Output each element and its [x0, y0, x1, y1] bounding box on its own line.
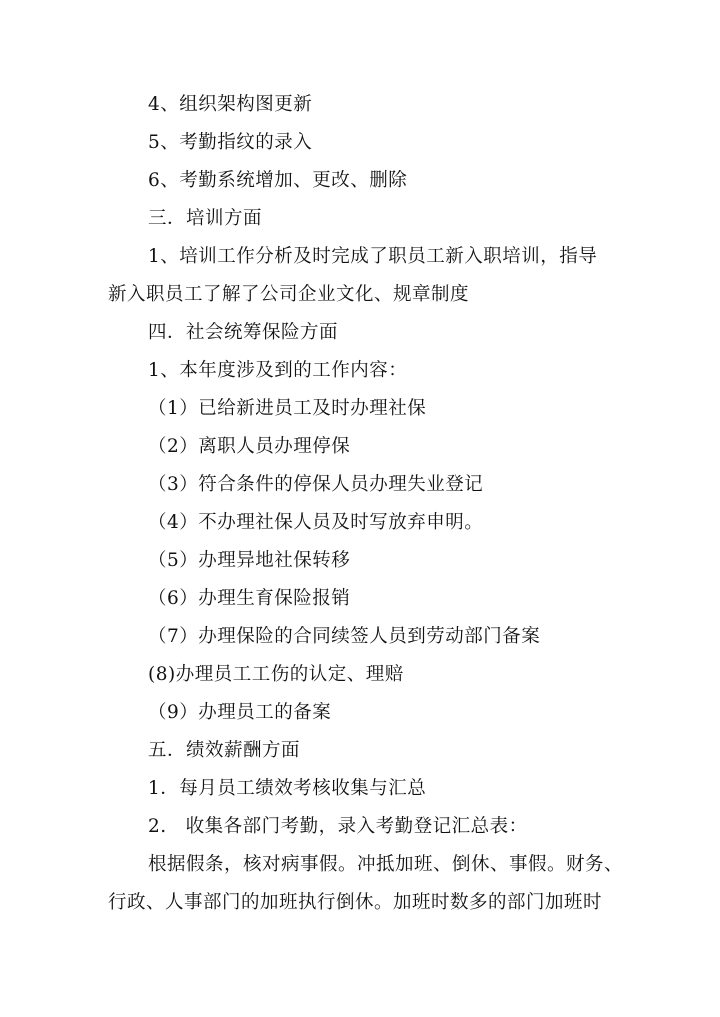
paragraph-training-line-2: 新入职员工了解了公司企业文化、规章制度 — [108, 284, 470, 305]
list-item-insurance-2: （2）离职人员办理停保 — [148, 436, 351, 457]
list-item-insurance-3: （3）符合条件的停保人员办理失业登记 — [148, 474, 484, 495]
list-item-insurance-8: (8)办理员工工伤的认定、理赔 — [148, 664, 404, 685]
paragraph-attendance-line-1: 根据假条，核对病事假。冲抵加班、倒休、事假。财务、 — [148, 854, 624, 875]
section-heading-performance: 五．绩效薪酬方面 — [148, 740, 301, 761]
list-item-insurance-5: （5）办理异地社保转移 — [148, 550, 351, 571]
section-heading-insurance: 四．社会统筹保险方面 — [148, 322, 339, 343]
list-item-attendance-system: 6、考勤系统增加、更改、删除 — [148, 170, 408, 191]
list-item-insurance-6: （6）办理生育保险报销 — [148, 588, 351, 609]
paragraph-training-line-1: 1、培训工作分析及时完成了职员工新入职培训，指导 — [148, 246, 598, 267]
section-heading-training: 三．培训方面 — [148, 208, 263, 229]
list-item-fingerprint: 5、考勤指纹的录入 — [148, 132, 313, 153]
list-item-org-chart: 4、组织架构图更新 — [148, 94, 313, 115]
list-item-performance-1: 1．每月员工绩效考核收集与汇总 — [148, 778, 427, 799]
list-item-performance-2: 2. 收集各部门考勤，录入考勤登记汇总表： — [148, 816, 528, 837]
list-item-insurance-4: （4）不办理社保人员及时写放弃申明。 — [148, 512, 484, 533]
list-item-insurance-7: （7）办理保险的合同续签人员到劳动部门备案 — [148, 626, 541, 647]
list-item-insurance-9: （9）办理员工的备案 — [148, 702, 332, 723]
paragraph-attendance-line-2: 行政、人事部门的加班执行倒休。加班时数多的部门加班时 — [108, 892, 603, 913]
list-item-insurance-1: （1）已给新进员工及时办理社保 — [148, 398, 427, 419]
paragraph-insurance-intro: 1、本年度涉及到的工作内容： — [148, 360, 408, 381]
